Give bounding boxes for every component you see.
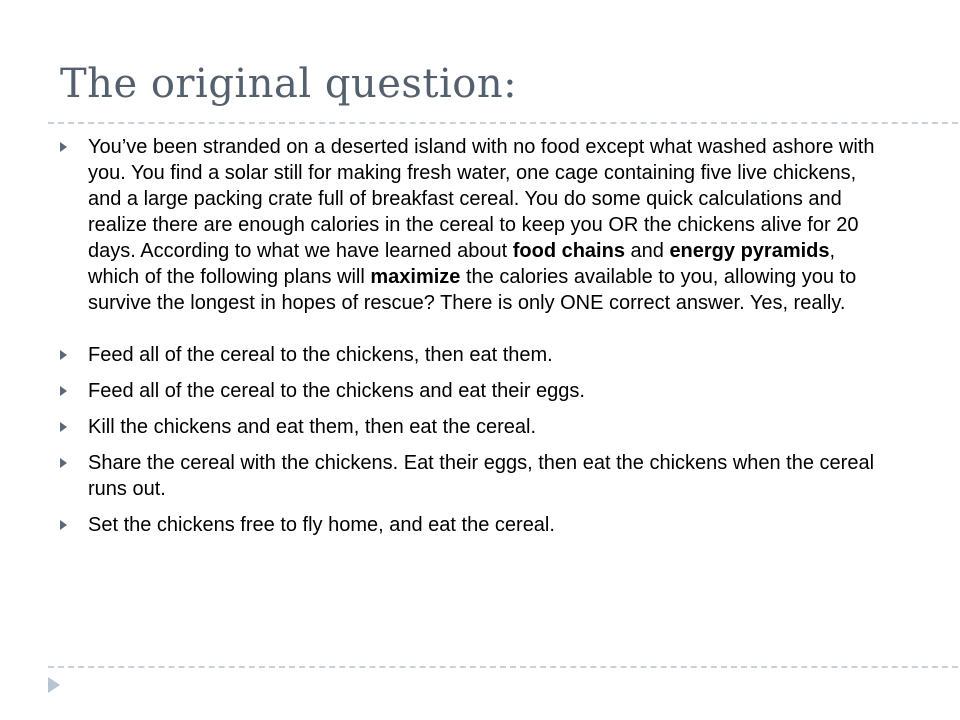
question-text: You’ve been stranded on a deserted island with no food except what washed ashore with you. You find a solar still for making fresh water, one cage containing five live chickens, and a large packing crate full of breakfast cereal. You do some quick calculations and realize there are enough calories in the cereal to keep you OR the chickens alive for 20 days. According to what we have learned about food chains and energy pyramids, which of the following plans will maximize the calories available to you, allowing you to survive the longest in hopes of rescue? There is only ONE correct answer. Yes, really. [88,136,875,314]
option-text: Feed all of the cereal to the chickens and eat their eggs. [88,380,585,402]
option-text: Feed all of the cereal to the chickens, then eat them. [88,344,553,366]
option-bullet-5 [56,512,886,538]
option-bullet-3 [56,414,886,440]
slide-title: The original question: [60,61,518,107]
option-bullet-1 [56,342,886,368]
option-bullet-4 [56,450,886,502]
triangle-bullet-icon [60,142,67,152]
option-bullet-2 [56,378,886,404]
slide-content [56,134,886,548]
emphasis-maximize: maximize [370,266,461,288]
question-bullet [56,134,886,316]
triangle-marker-icon [48,677,60,693]
triangle-bullet-icon [60,458,67,468]
triangle-bullet-icon [60,386,67,396]
option-text: Share the cereal with the chickens. Eat their eggs, then eat the chickens when the cereal runs out. [88,452,875,500]
title-divider [48,122,960,124]
emphasis-food-chains: food chains [512,240,625,262]
triangle-bullet-icon [60,520,67,530]
triangle-bullet-icon [60,422,67,432]
triangle-bullet-icon [60,350,67,360]
option-text: Set the chickens free to fly home, and eat the cereal. [88,514,555,536]
footer-divider [48,666,960,668]
option-text: Kill the chickens and eat them, then eat the cereal. [88,416,537,438]
emphasis-energy-pyramids: energy pyramids [669,240,830,262]
